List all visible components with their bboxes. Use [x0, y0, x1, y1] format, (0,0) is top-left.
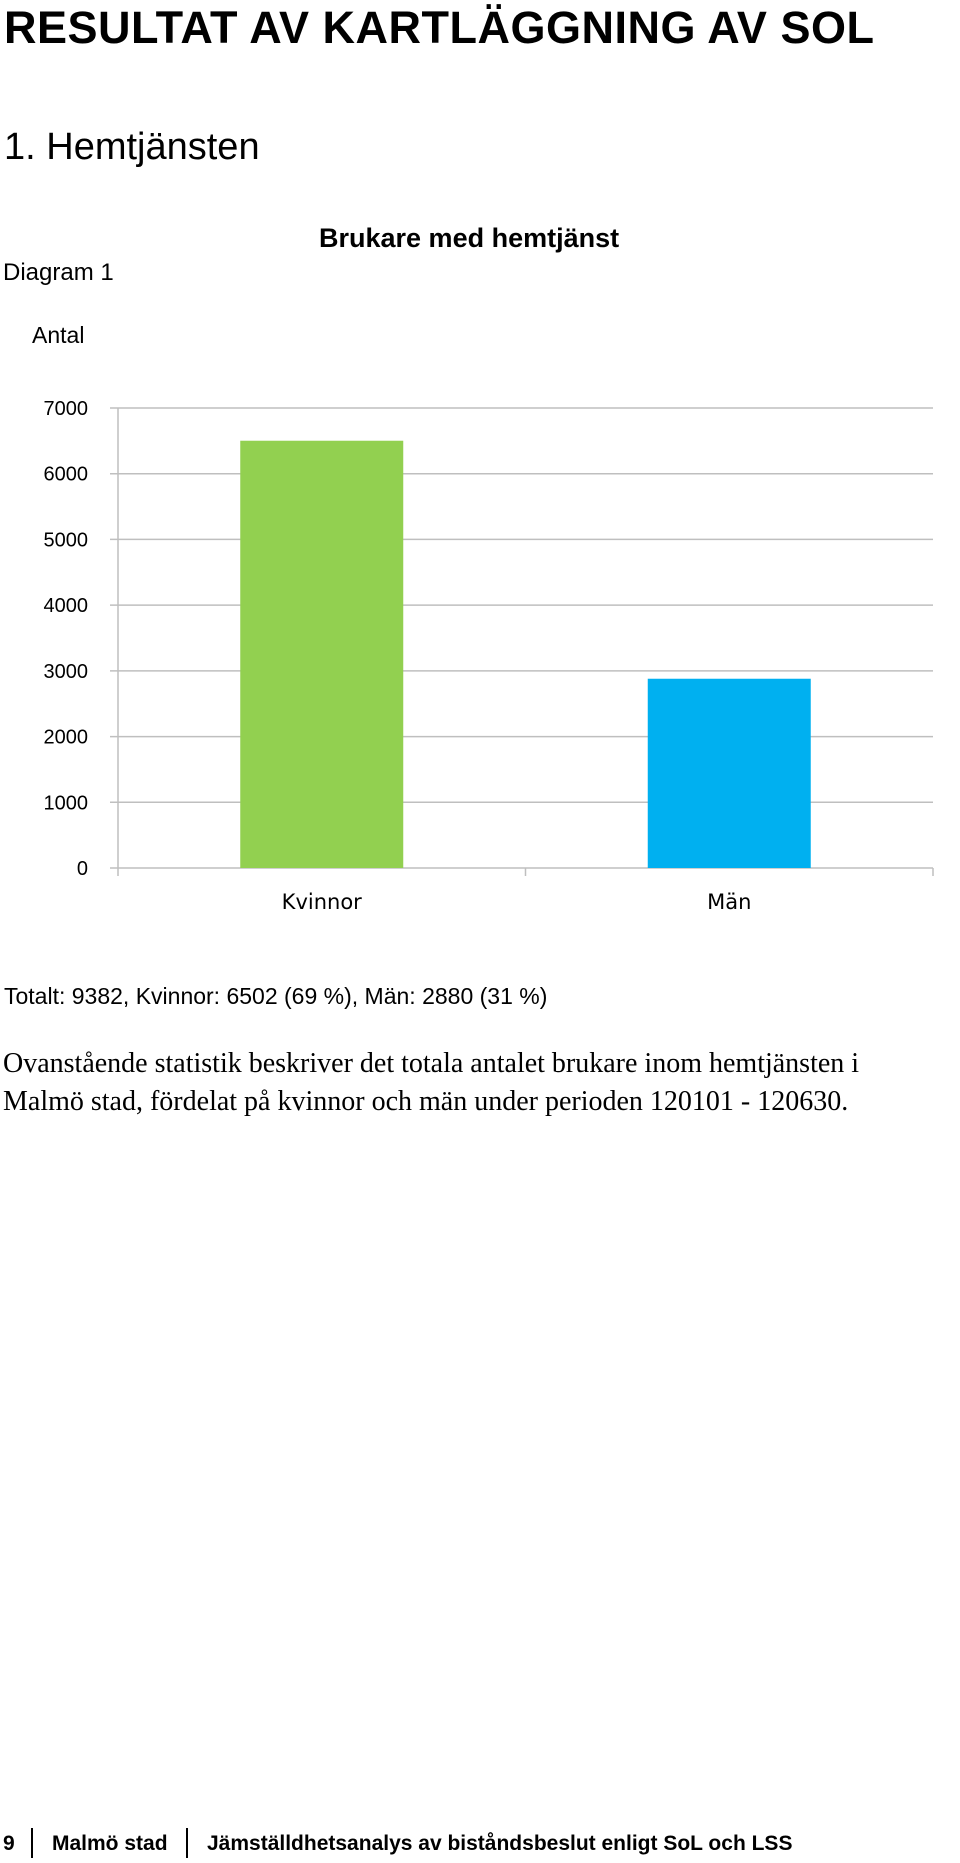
bar-chart: [0, 380, 960, 940]
section-title: 1. Hemtjänsten: [4, 126, 260, 168]
footer-document-title: Jämställdhetsanalys av biståndsbeslut enligt SoL och LSS: [207, 1832, 793, 1855]
y-tick-label: 5000: [43, 529, 88, 552]
description-paragraph: [3, 1045, 958, 1121]
bar-män: [648, 679, 811, 868]
y-tick-label: 1000: [43, 792, 88, 815]
bar-kvinnor: [240, 441, 403, 868]
y-tick-label: 0: [76, 858, 88, 880]
footer-divider: [186, 1828, 188, 1858]
y-axis-label: Antal: [32, 322, 85, 348]
y-tick-label: 2000: [43, 726, 88, 749]
chart-title: Brukare med hemtjänst: [319, 223, 620, 253]
y-tick-label: 7000: [43, 398, 88, 420]
y-tick-label: 4000: [43, 595, 88, 618]
page-heading: RESULTAT AV KARTLÄGGNING AV SOL: [4, 2, 875, 53]
totals-summary: Totalt: 9382, Kvinnor: 6502 (69 %), Män: 2880 (31 %): [4, 983, 548, 1009]
footer-organization: Malmö stad: [52, 1832, 168, 1855]
description-line: Ovanstående statistik beskriver det totala antalet brukare inom hemtjänsten i: [3, 1048, 860, 1079]
x-category-label: Kvinnor: [281, 890, 362, 914]
footer-divider: [31, 1828, 33, 1858]
page-footer: [0, 1828, 960, 1862]
page-number: 9: [3, 1832, 15, 1855]
description-line: Malmö stad, fördelat på kvinnor och män under perioden 120101 - 120630.: [3, 1086, 849, 1117]
y-tick-label: 3000: [43, 660, 88, 683]
x-category-label: Män: [707, 890, 752, 914]
diagram-label: Diagram 1: [3, 259, 114, 286]
y-tick-label: 6000: [43, 463, 88, 486]
